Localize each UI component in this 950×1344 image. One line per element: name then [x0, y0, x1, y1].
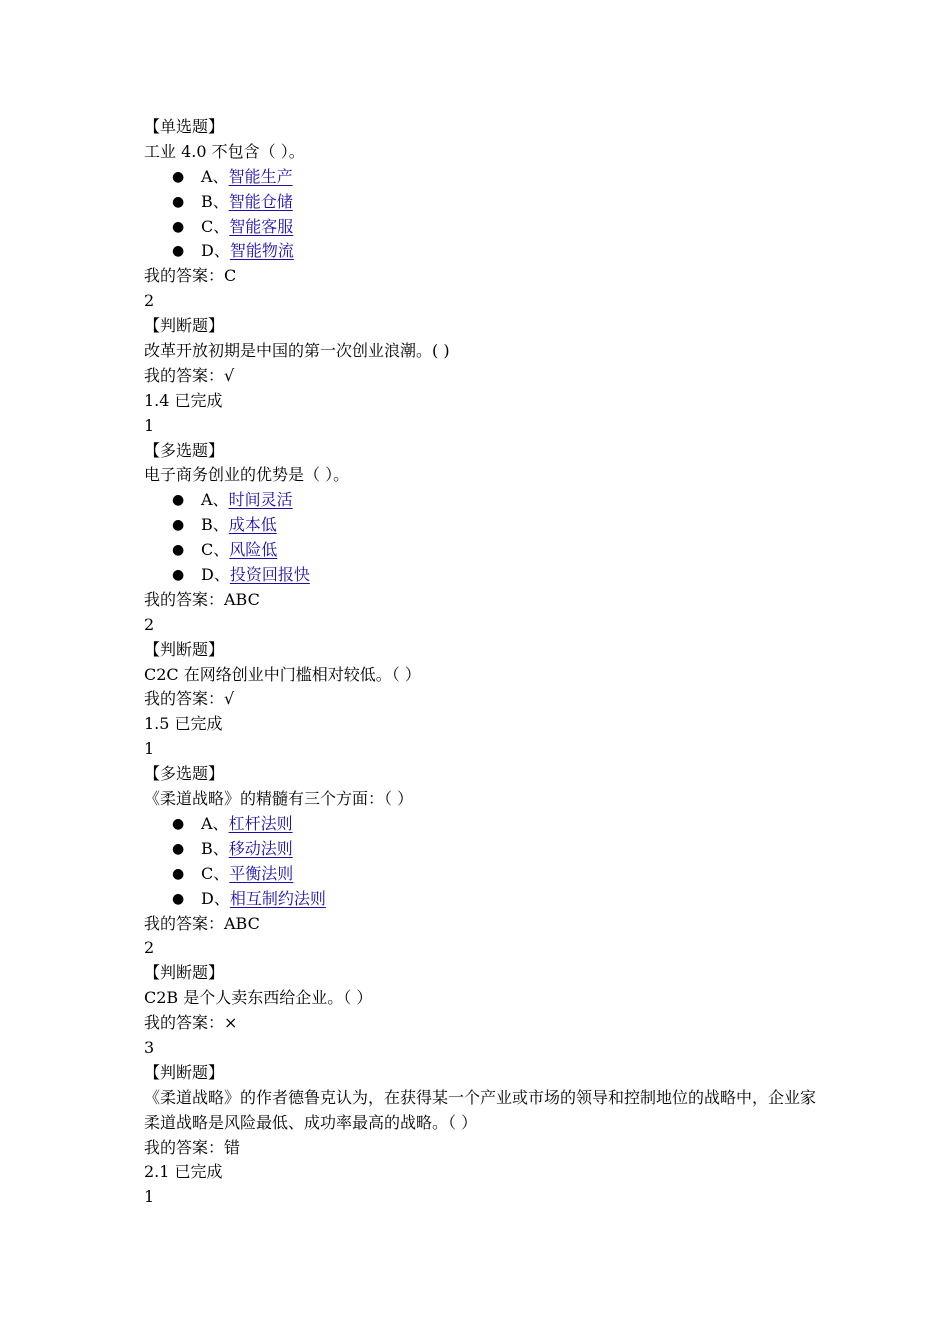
text-line: 【判断题】: [144, 963, 225, 983]
text-line: 【判断题】: [144, 316, 225, 336]
option-prefix: B、: [201, 515, 229, 535]
option-prefix: C、: [201, 216, 230, 236]
answer-option: [144, 488, 824, 513]
text-line: C2C 在网络创业中门槛相对较低。（ ）: [144, 664, 421, 684]
answer-option: [144, 887, 824, 912]
text-line: 我的答案：错: [144, 1137, 241, 1157]
bullet-icon: ●: [172, 865, 185, 882]
text-line: 《柔道战略》的精髓有三个方面：（ ）: [144, 789, 414, 809]
answer-option: [144, 165, 824, 190]
bullet-icon: ●: [172, 815, 185, 832]
option-prefix: C、: [201, 540, 230, 560]
text-line: 我的答案：ABC: [144, 589, 260, 609]
answer-option: [144, 215, 824, 240]
option-link[interactable]: 风险低: [229, 540, 278, 560]
text-line: 我的答案：ABC: [144, 913, 260, 933]
option-link[interactable]: 移动法则: [228, 838, 293, 858]
text-line: 1.5 已完成: [144, 714, 223, 734]
answer-option: [144, 190, 824, 215]
option-link[interactable]: 时间灵活: [228, 490, 293, 510]
option-prefix: A、: [201, 490, 229, 510]
text-line: 【单选题】: [144, 117, 225, 136]
option-link[interactable]: 成本低: [228, 515, 277, 535]
option-link[interactable]: 杠杆法则: [228, 813, 293, 833]
option-prefix: C、: [201, 863, 230, 883]
option-prefix: D、: [201, 888, 230, 908]
option-prefix: B、: [201, 838, 229, 858]
text-line: 工业 4.0 不包含（ ）。: [144, 141, 305, 161]
text-line: 【判断题】: [144, 639, 225, 659]
answer-option: [144, 513, 824, 538]
bullet-icon: ●: [172, 492, 185, 509]
bullet-icon: ●: [172, 840, 185, 857]
text-line: 我的答案：C: [144, 266, 237, 286]
bullet-icon: ●: [172, 890, 185, 907]
answer-option: [144, 862, 824, 887]
text-line: 1: [144, 739, 155, 759]
text-line: 改革开放初期是中国的第一次创业浪潮。( ): [144, 341, 450, 361]
text-line: 我的答案：√: [144, 365, 235, 385]
answer-option: [144, 239, 824, 264]
text-line: 【多选题】: [144, 764, 225, 784]
option-prefix: A、: [201, 166, 229, 186]
text-line: 2.1 已完成: [144, 1162, 223, 1182]
text-line: 2: [144, 614, 155, 634]
text-line: 1.4 已完成: [144, 390, 223, 410]
option-link[interactable]: 智能生产: [228, 166, 293, 186]
text-line: 我的答案：×: [144, 1013, 238, 1033]
bullet-icon: ●: [172, 243, 185, 260]
text-line: 我的答案：√: [144, 689, 235, 709]
text-line: 1: [144, 415, 155, 435]
option-link[interactable]: 智能物流: [229, 241, 294, 261]
option-link[interactable]: 投资回报快: [229, 565, 310, 585]
bullet-icon: ●: [172, 168, 185, 185]
option-prefix: B、: [201, 191, 229, 211]
text-line: 【多选题】: [144, 440, 225, 460]
option-link[interactable]: 平衡法则: [229, 863, 294, 883]
option-prefix: D、: [201, 565, 230, 585]
answer-option: [144, 563, 824, 588]
text-line: 3: [144, 1037, 155, 1057]
bullet-icon: ●: [172, 567, 185, 584]
answer-option: [144, 837, 824, 862]
bullet-icon: ●: [172, 218, 185, 235]
document-body: [144, 115, 824, 1210]
bullet-icon: ●: [172, 193, 185, 210]
text-line: 电子商务创业的优势是（ ）。: [144, 465, 350, 485]
text-line: C2B 是个人卖东西给企业。（ ）: [144, 988, 373, 1008]
text-line: 【判断题】: [144, 1062, 225, 1082]
option-link[interactable]: 智能客服: [229, 216, 294, 236]
option-prefix: A、: [201, 813, 229, 833]
answer-option: [144, 812, 824, 837]
text-line: 1: [144, 1187, 155, 1207]
option-prefix: D、: [201, 241, 230, 261]
text-line: 2: [144, 938, 155, 958]
bullet-icon: ●: [172, 542, 185, 559]
answer-option: [144, 538, 824, 563]
text-line: 2: [144, 291, 155, 311]
option-link[interactable]: 相互制约法则: [229, 888, 326, 908]
option-link[interactable]: 智能仓储: [228, 191, 293, 211]
bullet-icon: ●: [172, 517, 185, 534]
text-line: 《柔道战略》的作者德鲁克认为，在获得某一个产业或市场的领导和控制地位的战略中，企业家柔道战略是风险最低、成功率最高的战略。（ ）: [144, 1087, 817, 1132]
